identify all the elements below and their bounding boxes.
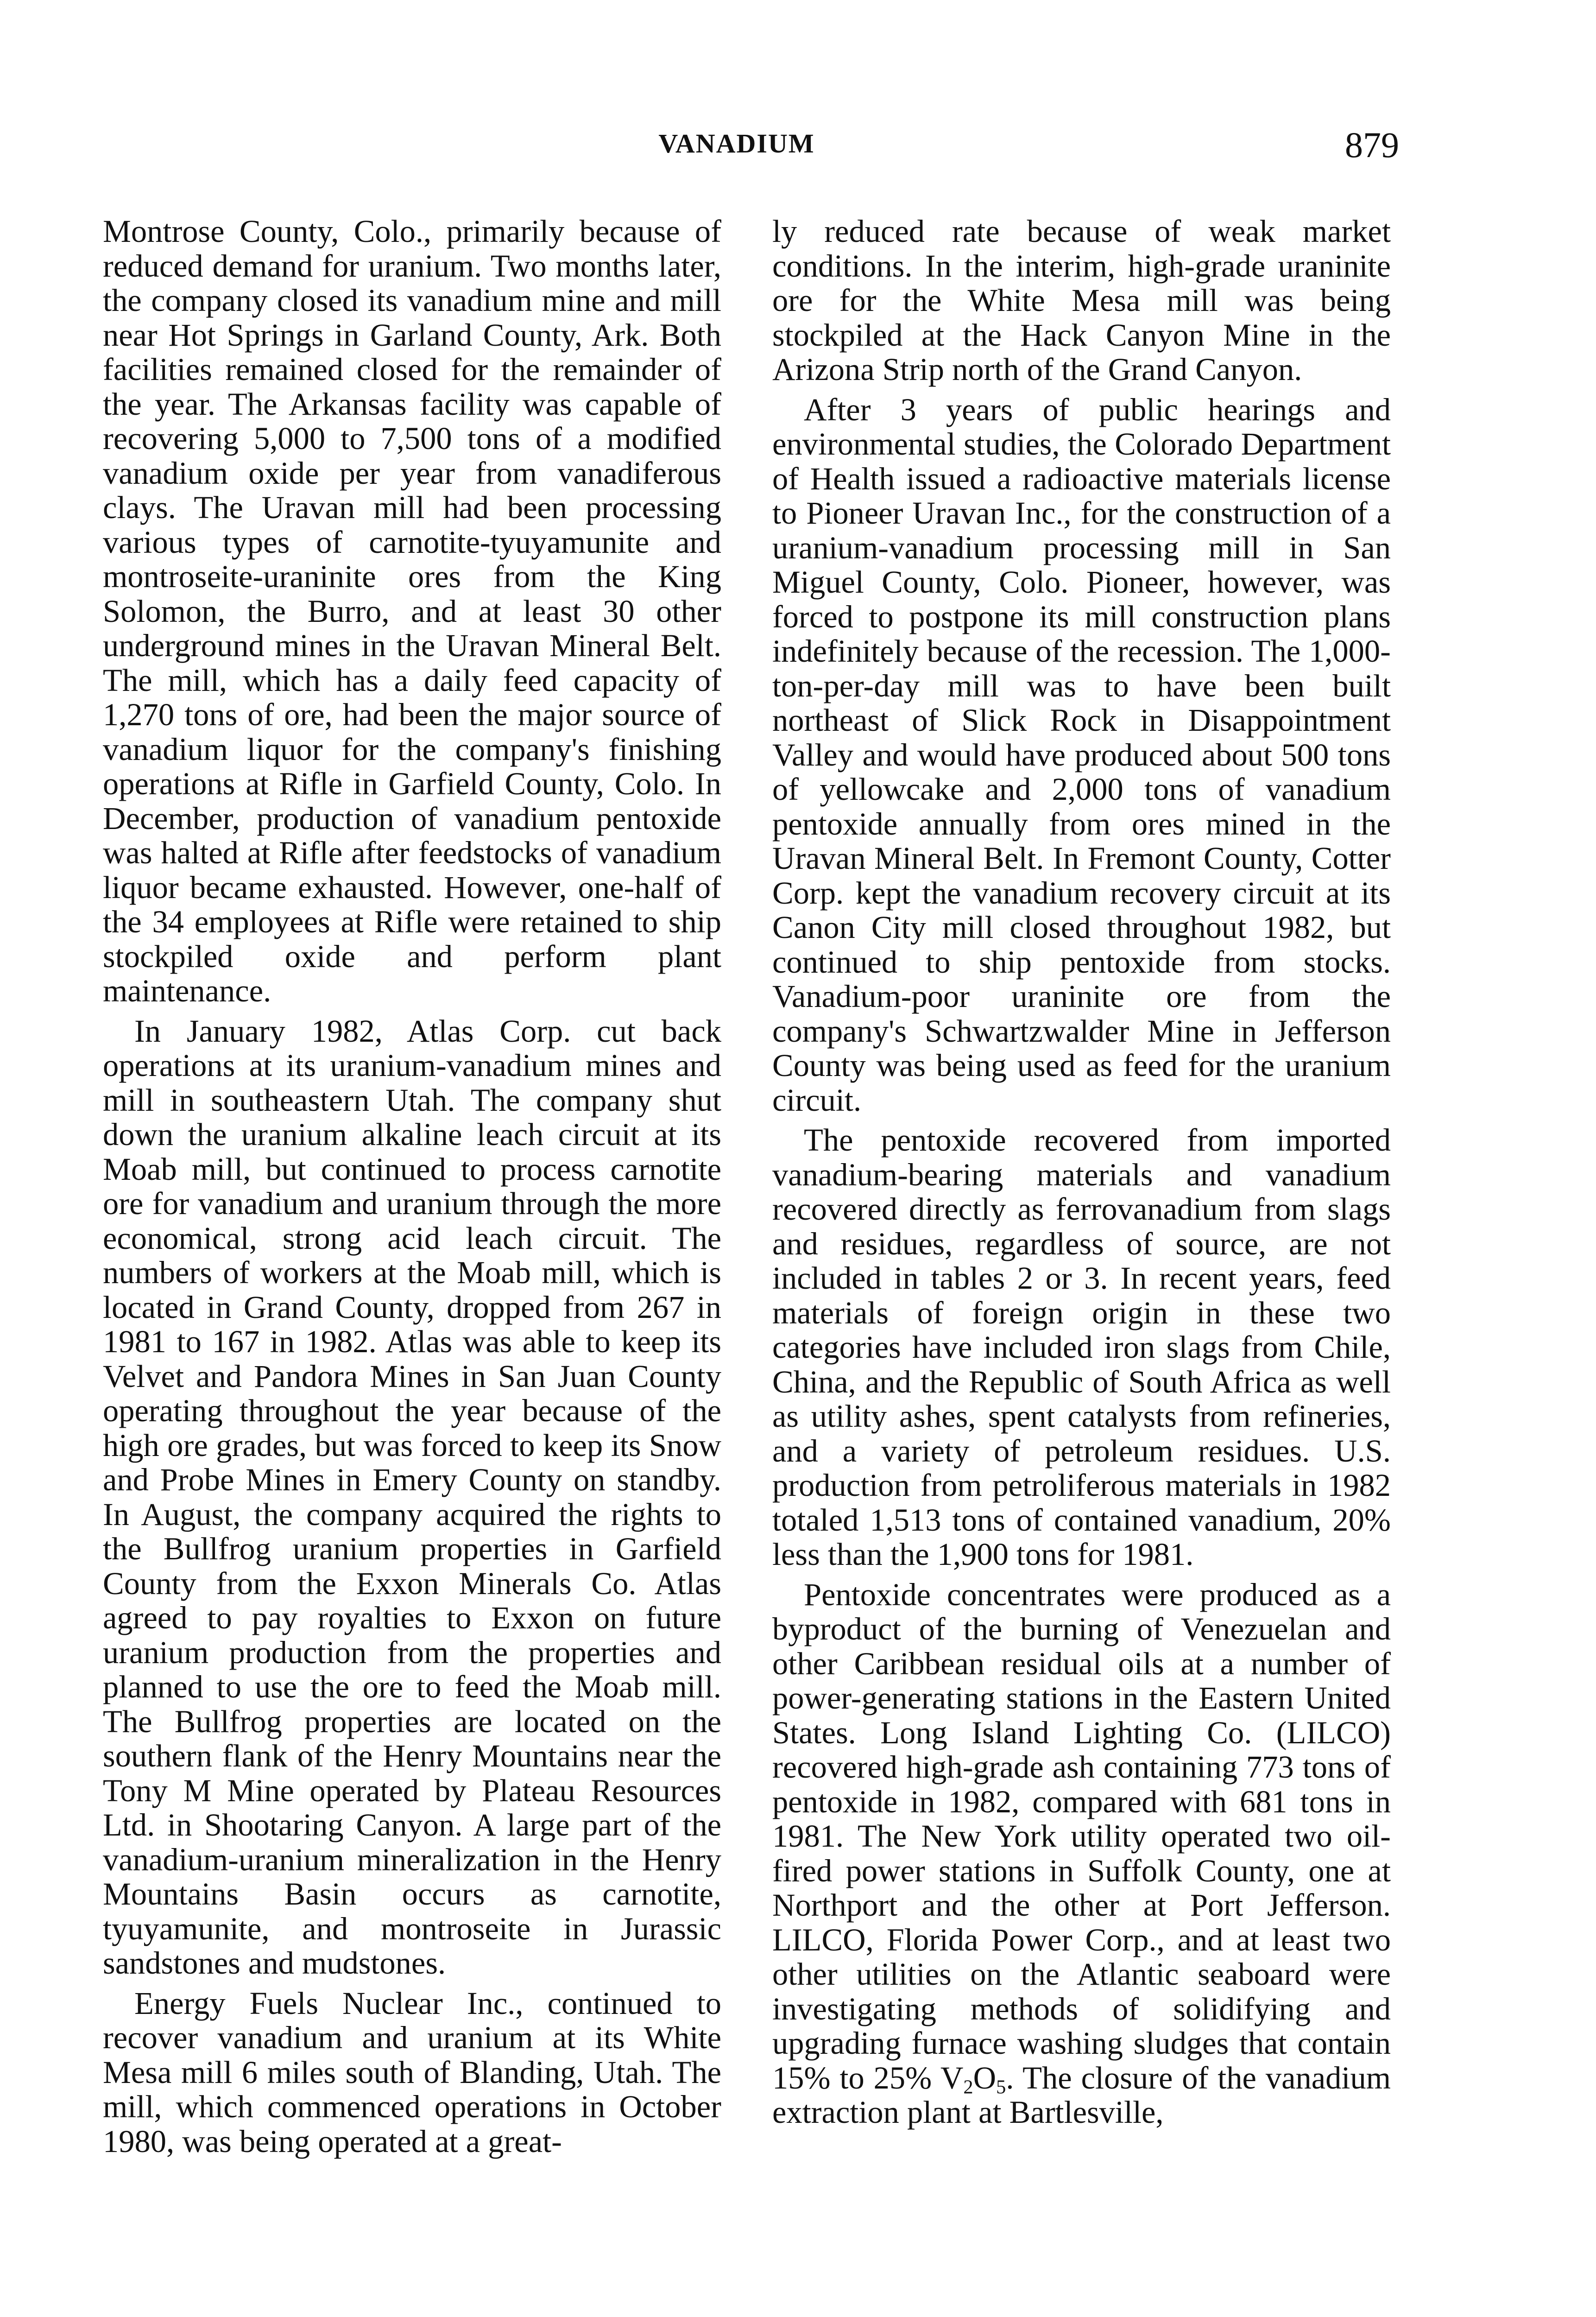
right-column <box>772 214 1391 2130</box>
paragraph: In January 1982, Atlas Corp. cut back operations at its uranium-vanadium mines and mill in southeastern Utah. The company shut down the uranium alkaline leach circuit at its Moab mill, but continued to process carnotite ore for vanadium and uranium through the more economical, strong acid leach circuit. The numbers of workers at the Moab mill, which is located in Grand County, dropped from 267 in 1981 to 167 in 1982. Atlas was able to keep its Velvet and Pandora Mines in San Juan County operating throughout the year because of the high ore grades, but was forced to keep its Snow and Probe Mines in Emery County on standby. In August, the company acquired the rights to the Bullfrog uranium properties in Garfield County from the Exxon Minerals Co. Atlas agreed to pay royalties to Exxon on future uranium production from the properties and planned to use the ore to feed the Moab mill. The Bullfrog properties are located on the southern flank of the Henry Mountains near the Tony M Mine operated by Plateau Resources Ltd. in Shootaring Canyon. A large part of the vanadium-uranium mineralization in the Henry Mountains Basin occurs as carnotite, tyuyamunite, and montroseite in Jurassic sandstones and mudstones. <box>103 1013 721 1981</box>
paragraph: Energy Fuels Nuclear Inc., continued to recover vanadium and uranium at its White Mesa mill 6 miles south of Blanding, Utah. The mill, which commenced operations in October 1980, was being operated at a great- <box>103 1985 721 2159</box>
paragraph: ly reduced rate because of weak market conditions. In the interim, high-grade uraninite ore for the White Mesa mill was being stockpiled at the Hack Canyon Mine in the Arizona Strip north of the Grand Canyon. <box>772 214 1391 387</box>
paragraph <box>772 1577 1391 2130</box>
page-number: 879 <box>1345 125 1399 165</box>
paragraph-text: Pentoxide concentrates were produced as a byproduct of the burning of Venezuelan and other Caribbean residual oils at a number of power-generating stations in the Eastern United States. Long Island Lighting Co. (LILCO) recovered high-grade ash containing 773 tons of pentoxide in 1982, compared with 681 tons in 1981. The New York utility operated two oil-fired power stations in Suffolk County, one at Northport and the other at Port Jefferson. LILCO, Florida Power Corp., and at least two other utilities on the Atlantic seaboard were investigating methods of solidifying and upgrading furnace washing sludges that contain 15% to 25% <box>772 1576 1391 2095</box>
chemical-formula: $V_2O_5$ <box>940 2060 1006 2098</box>
paragraph: After 3 years of public hearings and environmental studies, the Colorado Department of Health issued a radioactive materials license to Pioneer Uravan Inc., for the construction of a uranium-vanadium processing mill in San Miguel County, Colo. Pioneer, however, was forced to postpone its mill construction plans indefinitely because of the recession. The 1,000-ton-per-day mill was to have been built northeast of Slick Rock in Disappointment Valley and would have produced about 500 tons of yellowcake and 2,000 tons of vanadium pentoxide annually from ores mined in the Uravan Mineral Belt. In Fremont County, Cotter Corp. kept the vanadium recovery circuit at its Canon City mill closed throughout 1982, but continued to ship pentoxide from stocks. Vanadium-poor uraninite ore from the company's Schwartzwalder Mine in Jefferson County was being used as feed for the uranium circuit. <box>772 392 1391 1118</box>
paragraph: Montrose County, Colo., primarily because of reduced demand for uranium. Two months later, the company closed its vanadium mine and mill near Hot Springs in Garland County, Ark. Both facilities remained closed for the remainder of the year. The Arkansas facility was capable of recovering 5,000 to 7,500 tons of a modified vanadium oxide per year from vanadiferous clays. The Uravan mill had been processing various types of carnotite-tyuyamunite and montroseite-uraninite ores from the King Solomon, the Burro, and at least 30 other underground mines in the Uravan Mineral Belt. The mill, which has a daily feed capacity of 1,270 tons of ore, had been the major source of vanadium liquor for the company's finishing operations at Rifle in Garfield County, Colo. In December, production of vanadium pentoxide was halted at Rifle after feedstocks of vanadium liquor became exhausted. However, one-half of the 34 employees at Rifle were retained to ship stockpiled oxide and perform plant maintenance. <box>103 214 721 1008</box>
running-head <box>0 124 1596 166</box>
paragraph-text: . The closure of the vanadium extraction plant at Bartlesville, <box>772 2060 1391 2130</box>
paragraph: The pentoxide recovered from imported vanadium-bearing materials and vanadium recovered directly as ferrovanadium from slags and residues, regardless of source, are not included in tables 2 or 3. In recent years, feed materials of foreign origin in these two categories have included iron slags from Chile, China, and the Republic of South Africa as well as utility ashes, spent catalysts from refineries, and a variety of petroleum residues. U.S. production from petroliferous materials in 1982 totaled 1,513 tons of contained vanadium, 20% less than the 1,900 tons for 1981. <box>772 1122 1391 1572</box>
running-title: VANADIUM <box>658 128 815 158</box>
left-column <box>103 214 721 2159</box>
